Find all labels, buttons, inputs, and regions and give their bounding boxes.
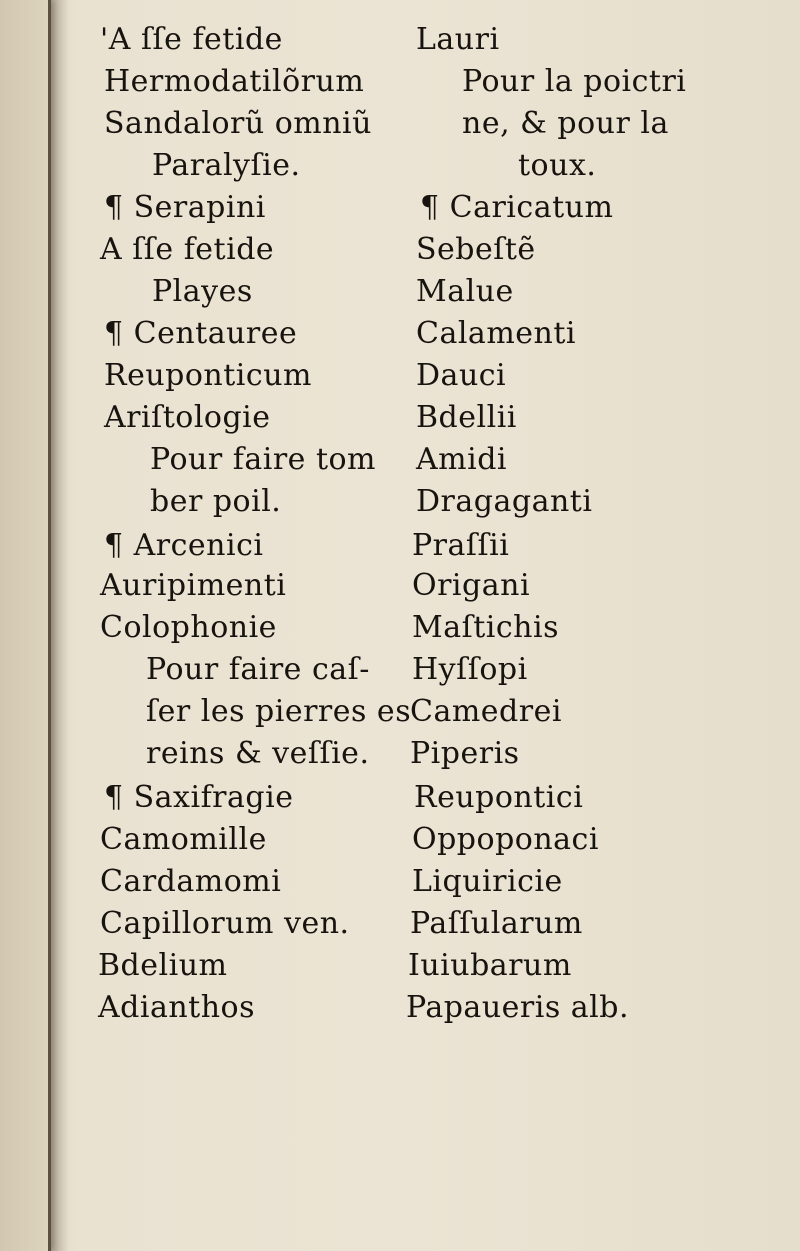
left-line-14: Auripimenti [100, 568, 287, 603]
left-line-19: ¶ Saxifragie [104, 780, 294, 815]
right-line-3: ne, & pour la [462, 106, 669, 141]
left-line-20: Camomille [100, 822, 267, 857]
left-line-12: ber poil. [150, 484, 282, 519]
left-line-4: Paralyſie. [152, 148, 301, 183]
right-line-22: Paſſularum [410, 906, 583, 941]
left-line-6: A ſſe fetide [100, 232, 275, 267]
left-line-1: 'A ſſe fetide [100, 22, 283, 57]
right-line-16: Hyſſopi [412, 652, 528, 687]
right-line-13: Praſſii [412, 528, 510, 563]
left-line-23: Bdelium [98, 948, 228, 983]
right-line-19: Reupontici [414, 780, 584, 815]
left-line-8: ¶ Centauree [104, 316, 298, 351]
right-line-17: Camedrei [410, 694, 562, 729]
left-line-7: Playes [152, 274, 253, 309]
left-line-17: ſer les pierres es [146, 694, 412, 729]
left-line-3: Sandalorũ omniũ [104, 106, 372, 141]
right-line-8: Calamenti [416, 316, 576, 351]
right-line-10: Bdellii [416, 400, 517, 435]
right-line-12: Dragaganti [416, 484, 593, 519]
right-line-2: Pour la poictri [462, 64, 687, 99]
left-line-21: Cardamomi [100, 864, 282, 899]
right-line-20: Oppoponaci [412, 822, 599, 857]
left-line-5: ¶ Serapini [104, 190, 266, 225]
left-line-13: ¶ Arcenici [104, 528, 264, 563]
left-line-11: Pour faire tom [150, 442, 377, 477]
right-line-11: Amidi [416, 442, 508, 477]
left-line-24: Adianthos [98, 990, 256, 1025]
right-line-21: Liquiricie [412, 864, 563, 899]
right-line-9: Dauci [416, 358, 507, 393]
right-line-6: Sebeſtẽ [416, 232, 536, 267]
right-line-1: Lauri [416, 22, 500, 57]
left-line-15: Colophonie [100, 610, 277, 645]
right-line-15: Maſtichis [412, 610, 559, 645]
left-line-9: Reuponticum [104, 358, 312, 393]
right-line-5: ¶ Caricatum [420, 190, 614, 225]
right-line-14: Origani [412, 568, 531, 603]
left-line-2: Hermodatilõrum [104, 64, 365, 99]
left-line-18: reins & veſſie. [146, 736, 370, 771]
left-line-16: Pour faire caſ- [146, 652, 370, 687]
right-line-24: Papaueris alb. [406, 990, 629, 1025]
right-line-23: Iuiubarum [408, 948, 572, 983]
right-line-4: toux. [518, 148, 597, 183]
left-line-22: Capillorum ven. [100, 906, 350, 941]
right-line-7: Malue [416, 274, 514, 309]
right-line-18: Piperis [410, 736, 520, 771]
left-line-10: Ariſtologie [104, 400, 271, 435]
